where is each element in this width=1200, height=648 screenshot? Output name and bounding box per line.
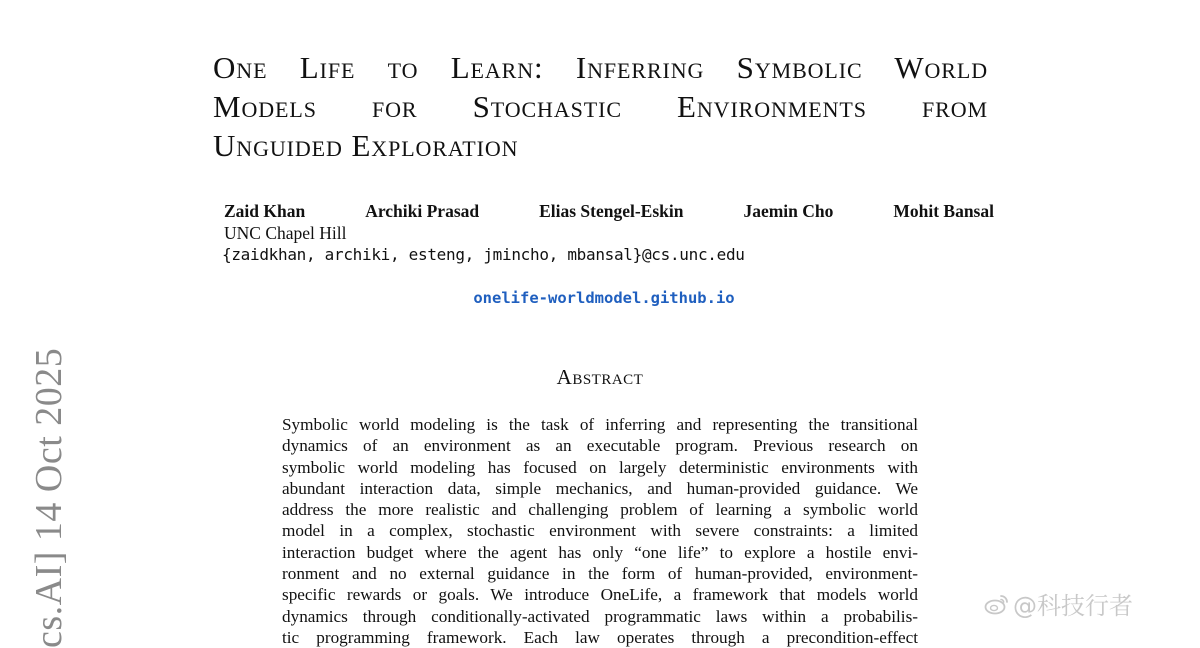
- abstract-line: specific rewards or goals. We introduce OneLife, a framework that models world: [282, 585, 918, 605]
- abstract-heading: Abstract: [556, 365, 644, 389]
- watermark: [984, 586, 1133, 621]
- author-name: Zaid Khan: [224, 201, 306, 221]
- abstract-line: address the more realistic and challenging problem of learning a symbolic world: [282, 500, 918, 520]
- abstract-line: model in a complex, stochastic environment with severe constraints: a limited: [282, 521, 918, 541]
- arxiv-identifier-sidebar: cs.AI] 14 Oct 2025: [28, 347, 70, 648]
- author-name: Mohit Bansal: [893, 201, 994, 221]
- abstract-line: symbolic world modeling has focused on largely deterministic environments with: [282, 457, 918, 477]
- watermark-text: @科技行者: [1013, 592, 1133, 620]
- author-name: Jaemin Cho: [743, 201, 834, 221]
- author-list: [224, 201, 994, 222]
- abstract-line: dynamics through conditionally-activated programmatic laws within a probabilis-: [282, 606, 918, 626]
- abstract-line: dynamics of an environment as an executable program. Previous research on: [282, 436, 918, 456]
- abstract-line: Symbolic world modeling is the task of inferring and representing the transitional: [282, 415, 918, 434]
- title-line: One Life to Learn: Inferring Symbolic World: [213, 50, 988, 85]
- author-emails: {zaidkhan, archiki, esteng, jmincho, mbansal}@cs.unc.edu: [222, 245, 745, 264]
- abstract-line: abundant interaction data, simple mechanics, and human-provided guidance. We: [282, 478, 918, 498]
- abstract-line: tic programming framework. Each law operates through a precondition-effect: [282, 627, 918, 647]
- abstract-line: interaction budget where the agent has only “one life” to explore a hostile envi-: [282, 542, 918, 562]
- affiliation: UNC Chapel Hill: [224, 223, 347, 243]
- weibo-logo-icon: [984, 592, 1010, 616]
- abstract-line: ronment and no external guidance in the form of human-provided, environment-: [282, 564, 918, 584]
- author-name: Archiki Prasad: [365, 201, 480, 221]
- title-line: Unguided Exploration: [213, 128, 519, 163]
- author-name: Elias Stengel-Eskin: [539, 201, 684, 221]
- abstract-body: [282, 414, 918, 648]
- paper-title: [213, 48, 988, 165]
- project-link[interactable]: onelife-worldmodel.github.io: [473, 289, 735, 307]
- title-line: Models for Stochastic Environments from: [213, 89, 988, 124]
